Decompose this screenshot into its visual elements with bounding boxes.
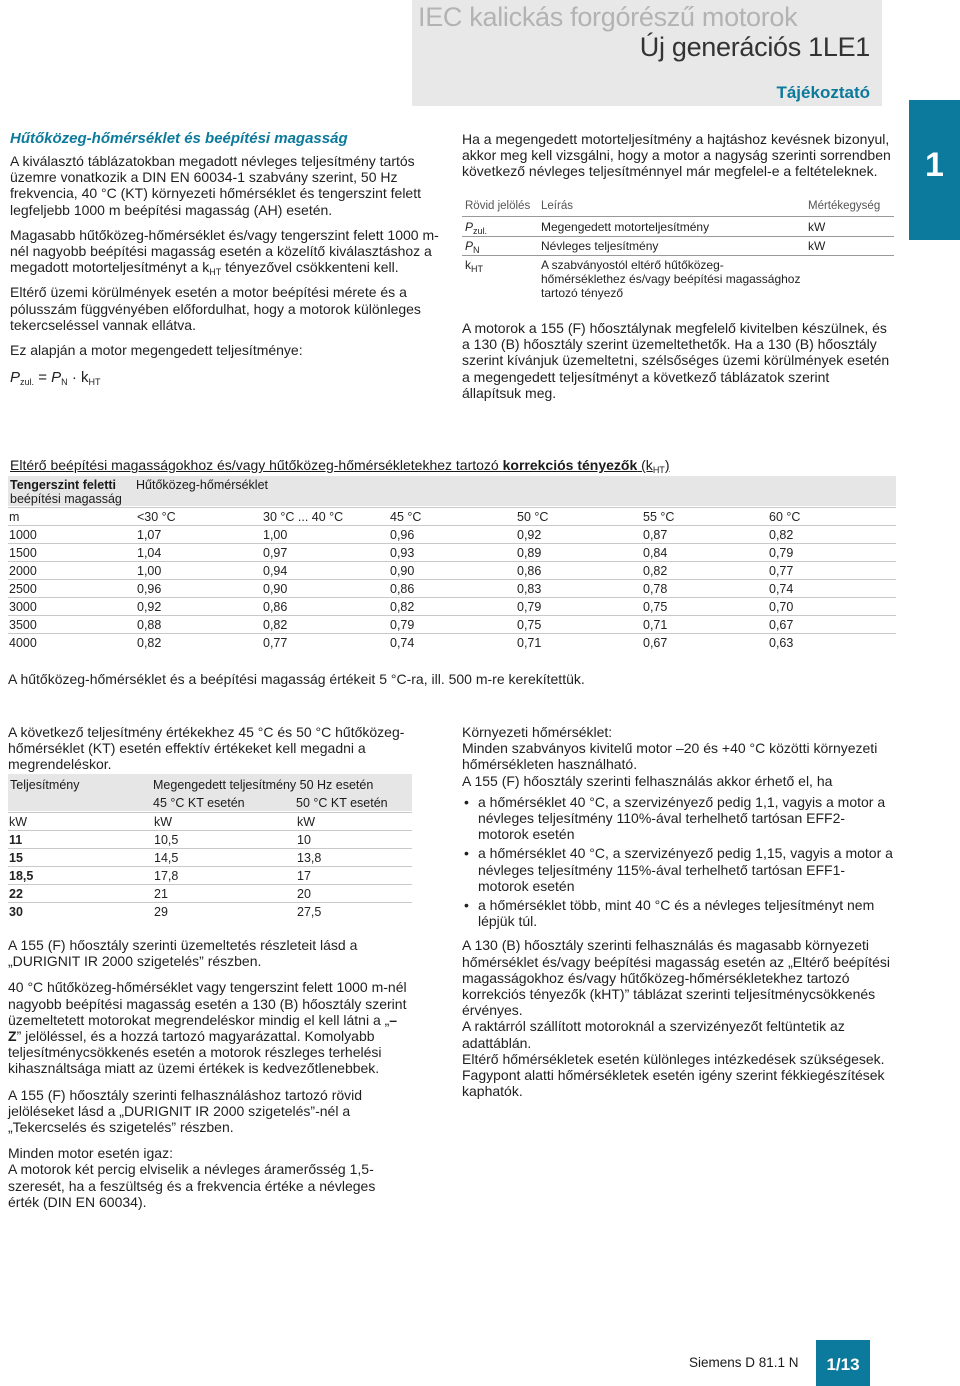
table-cell: 0,79 — [516, 598, 642, 616]
paragraph: A következő teljesítmény értékekhez 45 °C és 50 °C hűtőközeg-hőmérséklet (KT) esetén effektív értékeket kell megadni a megrendeléskor. — [8, 724, 405, 773]
table-cell: 0,70 — [768, 598, 896, 616]
table-cell: 0,79 — [389, 616, 516, 634]
header-altitude-sub: beépítési magasság — [10, 492, 122, 506]
correction-table — [8, 507, 896, 651]
table-cell: 15 — [8, 849, 153, 867]
table-cell: 21 — [153, 885, 296, 903]
table-cell: 1,04 — [136, 544, 262, 562]
paragraph: Eltérő üzemi körülmények esetén a motor beépítési mérete és a pólusszám függvényében előfordulhat, hogy a motorok különleges tekercseléssel vannak ellátva. — [10, 284, 421, 333]
section-thermal-class — [462, 320, 892, 401]
table-cell: 0,90 — [262, 580, 389, 598]
page-number: 1/13 — [826, 1355, 860, 1374]
table-cell: 0,82 — [389, 598, 516, 616]
table-cell: 0,77 — [262, 634, 389, 652]
header-50c: 50 °C KT esetén — [296, 796, 388, 810]
table-row — [8, 616, 896, 634]
section-cooling-intro — [10, 130, 442, 386]
paragraph: A 155 (F) hőosztály szerinti üzemeltetés részleteit lásd a „DURIGNIT IR 2000 szigetelés” részben. — [8, 937, 358, 970]
paragraph: A motorok két percig elviselik a névleges áramerősség 1,5-szeresét, ha a feszültség és a frekvencia értéke a névleges érték (DIN EN 60034). — [8, 1161, 376, 1210]
section-insulation-notes — [8, 937, 408, 1210]
def-description: A szabványostól eltérő hűtőközeg-hőmérséklethez és/vagy beépítési magassághoz tartozó tényező — [541, 258, 801, 300]
paragraph: Eltérő hőmérsékletek esetén különleges intézkedések szükségesek. — [462, 1050, 885, 1067]
header-allowed-power: Megengedett teljesítmény 50 Hz esetén — [153, 778, 374, 792]
table-row — [8, 526, 896, 544]
table-cell: 1,00 — [136, 562, 262, 580]
table-cell: 1500 — [8, 544, 136, 562]
table-cell: 0,92 — [136, 598, 262, 616]
chapter-number: 1 — [925, 146, 944, 184]
power-table — [8, 812, 412, 920]
def-symbol: $P_N$ — [465, 239, 480, 255]
table-cell: 0,86 — [262, 598, 389, 616]
table-cell: 0,94 — [262, 562, 389, 580]
table-cell: 0,93 — [389, 544, 516, 562]
defs-header-symbol: Rövid jelölés — [465, 200, 531, 212]
divider — [462, 236, 894, 237]
table-cell: 3500 — [8, 616, 136, 634]
table-cell: 60 °C — [768, 508, 896, 526]
paragraph: A 130 (B) hőosztály szerinti felhasználás és magasabb környezeti hőmérséklet és/vagy beépítési magasság esetén az „Eltérő beépítési magasságokhoz és/vagy hűtőközeg-hőmérsékletekhez tartozó korrekciós tényezők (kHT)” táblázat szerinti teljesítménycsökkenés érvényes. — [462, 937, 891, 1019]
table-units-row — [8, 813, 412, 831]
table-row — [8, 831, 412, 849]
table-cell: 0,82 — [262, 616, 389, 634]
paragraph: A 155 (F) hőosztály szerinti felhasználás akkor érhető el, ha — [462, 772, 833, 789]
section-effective-values — [8, 724, 418, 773]
table-cell: 13,8 — [296, 849, 412, 867]
table-cell: 0,92 — [516, 526, 642, 544]
table-cell: kW — [153, 813, 296, 831]
table-cell: 29 — [153, 903, 296, 921]
table-row — [8, 849, 412, 867]
table-cell: 14,5 — [153, 849, 296, 867]
table-cell: 27,5 — [296, 903, 412, 921]
paragraph: Ez alapján a motor megengedett teljesítménye: — [10, 342, 303, 359]
def-description: Megengedett motorteljesítmény — [541, 220, 710, 234]
table-cell: 18,5 — [8, 867, 153, 885]
def-unit: kW — [808, 239, 826, 253]
header-45c: 45 °C KT esetén — [153, 796, 245, 810]
table-units-row — [8, 508, 896, 526]
table-cell: 2000 — [8, 562, 136, 580]
table-row — [8, 562, 896, 580]
table-cell: 0,96 — [136, 580, 262, 598]
table-cell: 0,67 — [768, 616, 896, 634]
section-ambient-temperature — [462, 724, 894, 1099]
table-cell: <30 °C — [136, 508, 262, 526]
table-cell: 0,86 — [389, 580, 516, 598]
table-cell: 0,88 — [136, 616, 262, 634]
table-cell: 3000 — [8, 598, 136, 616]
table-row — [8, 867, 412, 885]
table-cell: 1,07 — [136, 526, 262, 544]
table-cell: 0,79 — [768, 544, 896, 562]
table-cell: 0,83 — [516, 580, 642, 598]
table-cell: 30 — [8, 903, 153, 921]
paragraph: A 155 (F) hőosztály szerinti felhasználáshoz tartozó rövid jelöléseket lásd a „DURIGNIT IR 2000 szigetelés”-nél a „Tekercselés és szigetelés” részben. — [8, 1086, 363, 1136]
table-cell: 0,74 — [389, 634, 516, 652]
table-cell: 0,75 — [642, 598, 768, 616]
table-cell: 0,63 — [768, 634, 896, 652]
table-cell: 10 — [296, 831, 412, 849]
section-label: Tájékoztató — [776, 83, 870, 102]
paragraph: A kiválasztó táblázatokban megadott névleges teljesítmény tartós üzemre vonatkozik a DIN EN 60034-1 szabvány szerint, 50 Hz frekvencia, 40 °C (KT) környezeti hőmérséklet és tengerszint felett legfeljebb 1000 m beépítési magasság (AH) esetén. — [10, 153, 421, 218]
paragraph: 40 °C hűtőközeg-hőmérséklet vagy tengerszint felett 1000 m-nél nagyobb beépítési magasság esetén a 130 (B) hőosztály szerint üzemeltetett motorokat megrendeléskor mindig el kell látni a „–Z” jelöléssel, és a hozzá tartozó magyarázattal. Komolyabb teljesítménycsökkenés esetén a motorok részleges terhelési kihasználtsága miatt az üzemi értékek is kedvezőtlenebbek. — [8, 979, 407, 1077]
paragraph: Környezeti hőmérséklet: — [462, 724, 613, 740]
section-power-check — [462, 131, 892, 180]
header-altitude: Tengerszint feletti — [10, 478, 117, 492]
table-cell: 0,71 — [642, 616, 768, 634]
list-item: • a hőmérséklet 40 °C, a szervizényező pedig 1,15, vagyis a motor a névleges teljesítmény 115%-ával terhelhető tartósan EFF1-motorok esetén — [462, 845, 894, 894]
table-cell: 0,67 — [642, 634, 768, 652]
paragraph: A raktárról szállított motoroknál a szervizényezőt feltüntetik az adattáblán. — [462, 1018, 845, 1051]
table-cell: 0,77 — [768, 562, 896, 580]
bullet-list — [462, 794, 894, 930]
table-cell: m — [8, 508, 136, 526]
table-cell: kW — [8, 813, 153, 831]
table-cell: 0,84 — [642, 544, 768, 562]
table-cell: 20 — [296, 885, 412, 903]
def-unit: kW — [808, 220, 826, 234]
table-cell: 0,82 — [136, 634, 262, 652]
table-cell: kW — [296, 813, 412, 831]
table-cell: 10,5 — [153, 831, 296, 849]
paragraph: Minden szabványos kivitelű motor –20 és +40 °C közötti környezeti hőmérsékleten használható. — [462, 740, 878, 773]
table-row — [8, 885, 412, 903]
header-power: Teljesítmény — [10, 778, 80, 792]
table-cell: 30 °C ... 40 °C — [262, 508, 389, 526]
table-cell: 0,87 — [642, 526, 768, 544]
page-subtitle: Új generációs 1LE1 — [639, 32, 870, 62]
paragraph: Fagypont alatti hőmérsékletek esetén igény szerint fékkiegészítések kaphatók. — [462, 1067, 885, 1100]
table-row — [8, 580, 896, 598]
table-cell: 0,74 — [768, 580, 896, 598]
table-cell: 0,78 — [642, 580, 768, 598]
def-symbol: $k_{HT}$ — [465, 258, 483, 274]
table-cell: 17,8 — [153, 867, 296, 885]
table-row — [8, 544, 896, 562]
paragraph: Ha a megengedett motorteljesítmény a hajtáshoz kevésnek bizonyul, akkor meg kell vizsgálni, hogy a motor a nagyság szerinti sorrendben következő névleges teljesítménnyel már megfelel-e a feltételeknek. — [462, 131, 891, 180]
list-item: • a hőmérséklet 40 °C, a szervizényező pedig 1,1, vagyis a motor a névleges teljesítmény 110%-ával terhelhető tartósan EFF2-motorok esetén — [462, 794, 894, 843]
table-cell: 0,96 — [389, 526, 516, 544]
table-cell: 55 °C — [642, 508, 768, 526]
table-cell: 0,89 — [516, 544, 642, 562]
table-cell: 45 °C — [389, 508, 516, 526]
paragraph: A motorok a 155 (F) hőosztálynak megfelelő kivitelben készülnek, és a 130 (B) hőosztály szerint üzemeltethetők. Ha a 130 (B) hőosztály szerint kívánjuk üzemeltetni, szélsőséges üzemi körülmények esetén a megengedett teljesítményt a következő táblázatok szerint állapítsuk meg. — [462, 320, 890, 401]
paragraph: Magasabb hűtőközeg-hőmérséklet és/vagy tengerszint felett 1000 m-nél nagyobb beépítési magasság esetén a közelítő kiválasztáshoz a megadott motorteljesítményt a $k_{HT}$ tényezővel csökkenteni kell. — [10, 226, 439, 278]
table-cell: 0,90 — [389, 562, 516, 580]
paragraph: Minden motor esetén igaz: — [8, 1145, 173, 1162]
table-cell: 0,97 — [262, 544, 389, 562]
table-cell: 11 — [8, 831, 153, 849]
table-cell: 0,75 — [516, 616, 642, 634]
correction-note: A hűtőközeg-hőmérséklet és a beépítési magasság értékeit 5 °C-ra, ill. 500 m-re kerekítettük. — [8, 671, 585, 687]
def-symbol: $P_{zul.}$ — [465, 220, 488, 236]
footer-catalog: Siemens D 81.1 N — [689, 1355, 799, 1370]
list-item: • a hőmérséklet több, mint 40 °C és a névleges teljesítményt nem lépjük túl. — [462, 897, 894, 929]
defs-header-description: Leírás — [541, 200, 573, 212]
table-cell: 0,71 — [516, 634, 642, 652]
table-cell: 0,82 — [642, 562, 768, 580]
defs-header-unit: Mértékegység — [808, 200, 881, 212]
table-cell: 0,86 — [516, 562, 642, 580]
divider — [462, 255, 894, 256]
table-cell: 22 — [8, 885, 153, 903]
def-description: Névleges teljesítmény — [541, 239, 659, 253]
divider — [462, 216, 894, 217]
section-heading: Hűtőközeg-hőmérséklet és beépítési magasság — [10, 130, 348, 147]
table-cell: 50 °C — [516, 508, 642, 526]
page-title: IEC kalickás forgórészű motorok — [418, 2, 798, 32]
table-row — [8, 598, 896, 616]
table-cell: 17 — [296, 867, 412, 885]
table-cell: 2500 — [8, 580, 136, 598]
formula: $P_{zul.} = P_N \cdot k_{HT}$ — [10, 369, 101, 388]
table-cell: 1,00 — [262, 526, 389, 544]
header-temperature: Hűtőközeg-hőmérséklet — [136, 478, 269, 492]
table-row — [8, 903, 412, 921]
table-cell: 4000 — [8, 634, 136, 652]
correction-table-title: Eltérő beépítési magasságokhoz és/vagy hűtőközeg-hőmérsékletekhez tartozó korrekciós tényezők $(k_{HT})$ — [10, 457, 670, 475]
table-cell: 1000 — [8, 526, 136, 544]
table-cell: 0,82 — [768, 526, 896, 544]
table-row — [8, 634, 896, 652]
